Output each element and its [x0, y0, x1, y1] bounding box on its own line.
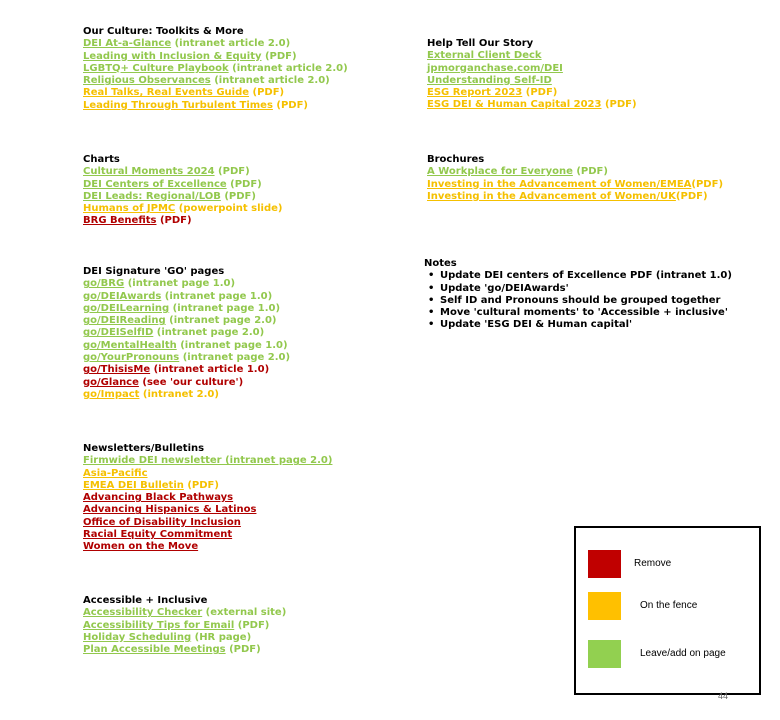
section-title-charts: Charts — [83, 154, 120, 165]
resource-link[interactable]: ESG Report 2023 — [427, 87, 523, 99]
resource-link[interactable]: go/BRG — [83, 278, 125, 290]
link-item — [427, 179, 723, 191]
resource-link[interactable]: ESG DEI & Human Capital 2023 — [427, 99, 602, 111]
resource-link[interactable]: go/YourPronouns — [83, 352, 180, 364]
section-title-brochures: Brochures — [427, 154, 485, 165]
link-note: (intranet article 2.0) — [210, 75, 330, 87]
link-note: (PDF) — [226, 178, 262, 190]
link-note: (PDF) — [691, 178, 724, 190]
link-note: (intranet page 1.0) — [124, 278, 236, 290]
link-item — [83, 389, 290, 401]
link-item — [427, 75, 637, 87]
resource-link[interactable]: go/MentalHealth — [83, 339, 177, 351]
link-note: (PDF) — [156, 215, 192, 227]
resource-link[interactable]: Cultural Moments 2024 — [83, 166, 215, 178]
resource-link[interactable]: Plan Accessible Meetings — [83, 644, 226, 656]
resource-link[interactable]: go/DEILearning — [83, 302, 170, 314]
resource-link[interactable]: Accessibility Checker — [83, 607, 203, 619]
link-note: (intranet article 2.0) — [171, 38, 291, 50]
link-item — [83, 75, 348, 87]
link-item — [83, 278, 290, 290]
section-brochures — [427, 154, 723, 203]
section-notes — [424, 258, 732, 332]
link-item — [83, 607, 286, 619]
link-item — [83, 179, 282, 191]
section-title-newsletters: Newsletters/Bulletins — [83, 443, 205, 454]
link-note: (intranet article 2.0) — [228, 62, 348, 74]
link-item — [83, 455, 332, 467]
link-note: (intranet page 1.0) — [176, 339, 288, 351]
section-title-notes: Notes — [424, 258, 457, 269]
link-item — [83, 191, 282, 203]
section-title-go-pages: DEI Signature 'GO' pages — [83, 266, 225, 277]
link-note: (intranet page 1.0) — [169, 302, 281, 314]
link-item — [83, 291, 290, 303]
link-note: (PDF) — [220, 190, 256, 202]
section-title-accessible-inclusive: Accessible + Inclusive — [83, 595, 208, 606]
legend-swatch-leave — [588, 640, 621, 668]
link-item — [427, 87, 637, 99]
link-note: (intranet page 1.0) — [161, 290, 273, 302]
link-note: (see 'our culture') — [138, 376, 244, 388]
resource-link[interactable]: A Workplace for Everyone — [427, 166, 573, 178]
link-note: (PDF) — [225, 644, 261, 656]
link-note: (powerpoint slide) — [175, 203, 283, 215]
link-note: (PDF) — [249, 87, 285, 99]
resource-link[interactable]: Women on the Move — [83, 541, 199, 553]
resource-link[interactable]: go/DEISelfID — [83, 327, 154, 339]
section-our-culture — [83, 26, 348, 112]
section-go-pages — [83, 266, 290, 401]
link-item — [83, 203, 282, 215]
link-item — [83, 352, 290, 364]
link-item — [83, 38, 348, 50]
link-item — [427, 99, 637, 111]
link-item — [83, 492, 332, 504]
link-note: (intranet article 1.0) — [150, 364, 270, 376]
resource-link[interactable]: Investing in the Advancement of Women/UK — [427, 190, 676, 202]
resource-link[interactable]: BRG Benefits — [83, 215, 157, 227]
section-title-help-tell-our-story: Help Tell Our Story — [427, 38, 534, 49]
link-item — [83, 100, 348, 112]
link-note: (PDF) — [214, 166, 250, 178]
note-item: • Self ID and Pronouns should be grouped together — [424, 295, 732, 307]
note-item: • Update DEI centers of Excellence PDF (intranet 1.0) — [424, 270, 732, 282]
link-note: (intranet 2.0) — [139, 388, 219, 400]
resource-link[interactable]: Investing in the Advancement of Women/EMEA — [427, 178, 692, 190]
link-note: (PDF) — [522, 87, 558, 99]
resource-link[interactable]: Advancing Hispanics & Latinos — [83, 504, 257, 516]
link-item — [83, 517, 332, 529]
resource-link[interactable]: DEI Centers of Excellence — [83, 178, 227, 190]
link-item — [83, 215, 282, 227]
resource-link[interactable]: go/Glance — [83, 376, 139, 388]
link-note: (PDF) — [183, 479, 219, 491]
legend-label-leave: Leave/add on page — [640, 648, 726, 659]
link-item — [83, 632, 286, 644]
note-item: • Update 'ESG DEI & Human capital' — [424, 319, 732, 331]
resource-link[interactable]: Office of Disability Inclusion — [83, 516, 241, 528]
link-note: (PDF) — [601, 99, 637, 111]
link-note: (external site) — [202, 607, 287, 619]
resource-link[interactable]: Humans of JPMC — [83, 203, 176, 215]
link-note: (intranet page 2.0) — [165, 315, 277, 327]
link-item — [83, 480, 332, 492]
resource-link[interactable]: Holiday Scheduling — [83, 631, 192, 643]
color-legend — [574, 526, 761, 695]
resource-link[interactable]: Religious Observances — [83, 75, 211, 87]
section-title-our-culture: Our Culture: Toolkits & More — [83, 26, 244, 37]
link-note: (PDF) — [234, 619, 270, 631]
link-note: (intranet page 2.0) — [179, 352, 291, 364]
legend-label-remove: Remove — [634, 558, 672, 569]
resource-link[interactable]: Advancing Black Pathways — [83, 492, 234, 504]
resource-link[interactable]: LGBTQ+ Culture Playbook — [83, 62, 229, 74]
legend-swatch-remove — [588, 550, 621, 578]
notes-list — [424, 270, 732, 331]
link-item — [83, 364, 290, 376]
resource-link[interactable]: Racial Equity Commitment — [83, 529, 233, 541]
resource-link[interactable]: Leading Through Turbulent Times — [83, 99, 273, 111]
link-item — [83, 468, 332, 480]
resource-link[interactable]: go/Impact — [83, 388, 140, 400]
link-item — [83, 644, 286, 656]
resource-link[interactable]: Leading with Inclusion & Equity — [83, 50, 262, 62]
section-charts — [83, 154, 282, 228]
link-item — [83, 340, 290, 352]
resource-link[interactable]: DEI At-a-Glance — [83, 38, 172, 50]
link-item — [83, 529, 332, 541]
resource-link[interactable]: Asia-Pacific — [83, 467, 148, 479]
resource-link[interactable]: Firmwide DEI newsletter (intranet page 2.0) — [83, 455, 333, 467]
resource-link[interactable]: go/DEIReading — [83, 315, 166, 327]
resource-link[interactable]: DEI Leads: Regional/LOB — [83, 190, 221, 202]
resource-link[interactable]: jpmorganchase.com/DEI — [427, 62, 563, 74]
link-item — [83, 63, 348, 75]
note-item: • Update 'go/DEIAwards' — [424, 283, 732, 295]
link-item — [427, 63, 637, 75]
legend-label-on-the-fence: On the fence — [640, 600, 698, 611]
link-item — [83, 541, 332, 553]
resource-link[interactable]: Real Talks, Real Events Guide — [83, 87, 250, 99]
resource-link[interactable]: go/ThisisMe — [83, 364, 151, 376]
link-item — [83, 620, 286, 632]
link-item — [83, 315, 290, 327]
section-accessible-inclusive — [83, 595, 286, 656]
link-item — [83, 51, 348, 63]
link-item — [427, 50, 637, 62]
link-note: (PDF) — [272, 99, 309, 111]
resource-link[interactable]: EMEA DEI Bulletin — [83, 479, 184, 491]
link-item — [83, 504, 332, 516]
resource-link[interactable]: Accessibility Tips for Email — [83, 619, 235, 631]
link-note: (PDF) — [572, 166, 608, 178]
link-note: (PDF) — [675, 190, 708, 202]
resource-link[interactable]: go/DEIAwards — [83, 290, 162, 302]
legend-swatch-on-the-fence — [588, 592, 621, 620]
link-item — [427, 191, 723, 203]
link-item — [83, 327, 290, 339]
resource-link[interactable]: External Client Deck — [427, 50, 542, 62]
link-item — [83, 166, 282, 178]
link-note: (PDF) — [261, 50, 297, 62]
section-help-tell-our-story — [427, 38, 637, 112]
section-newsletters — [83, 443, 332, 554]
resource-link[interactable]: Understanding Self-ID — [427, 74, 552, 86]
link-note: (HR page) — [191, 631, 252, 643]
link-item — [427, 166, 723, 178]
link-item — [83, 377, 290, 389]
note-item: • Move 'cultural moments' to 'Accessible + inclusive' — [424, 307, 732, 319]
link-item — [83, 303, 290, 315]
link-note: (intranet page 2.0) — [153, 327, 265, 339]
link-item — [83, 87, 348, 99]
page-number: 44 — [718, 691, 729, 701]
